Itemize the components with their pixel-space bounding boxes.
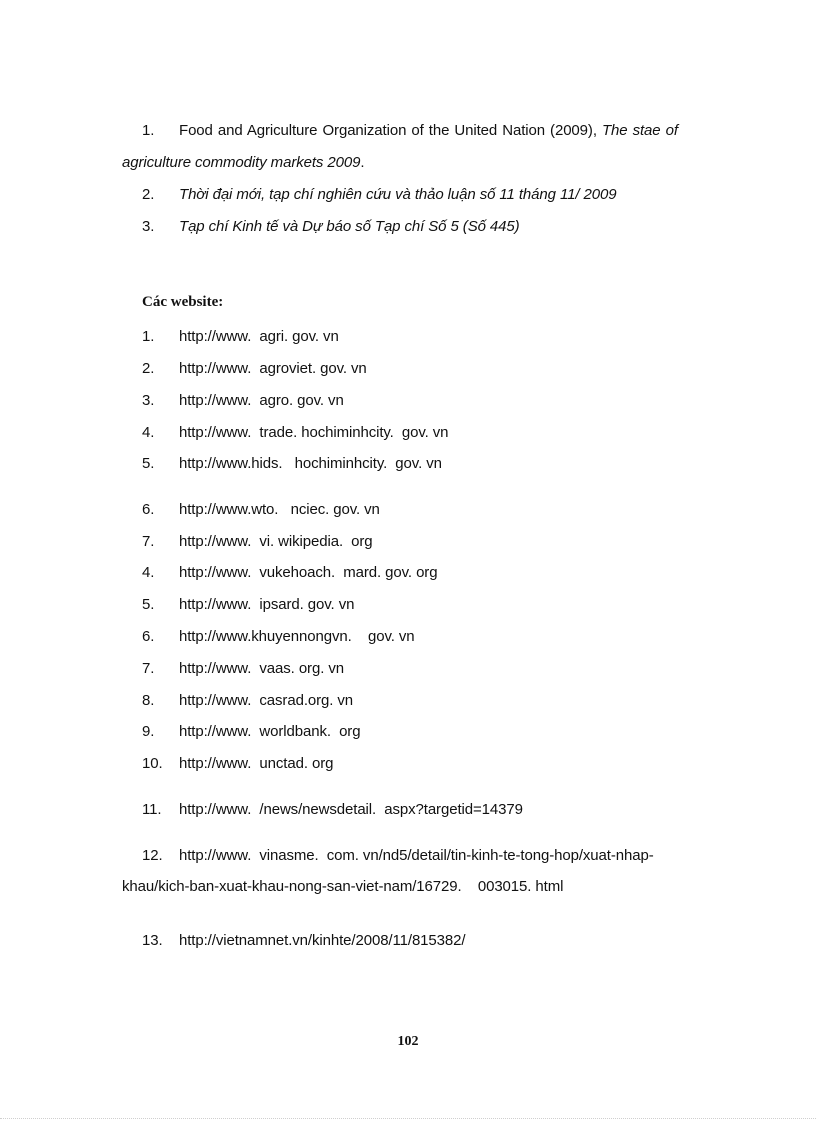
website-url[interactable]: http://www.khuyennongvn. gov. vn <box>179 628 415 645</box>
website-url[interactable]: http://www. vinasme. com. vn/nd5/detail/tin-kinh-te-tong-hop/xuat-nhap- <box>179 847 654 864</box>
website-number: 5. <box>142 596 155 613</box>
reference-number: 3. <box>142 218 155 235</box>
website-number: 4. <box>142 424 155 441</box>
page-bottom-divider <box>0 1118 816 1119</box>
website-number: 12. <box>142 847 163 864</box>
website-url[interactable]: http://www. unctad. org <box>179 755 334 772</box>
website-number: 13. <box>142 932 163 949</box>
website-url[interactable]: http://www. trade. hochiminhcity. gov. vn <box>179 424 449 441</box>
website-number: 10. <box>142 755 163 772</box>
website-number: 4. <box>142 564 155 581</box>
reference-text: Tạp chí Kinh tế và Dự báo số Tạp chí Số 5 (Số 445) <box>179 218 520 235</box>
website-number: 9. <box>142 723 155 740</box>
reference-plain-text: Food and Agriculture Organization of the United Nation (2009), <box>179 122 597 139</box>
reference-number: 1. <box>142 122 155 139</box>
website-url[interactable]: http://www. agro. gov. vn <box>179 392 344 409</box>
website-number: 11. <box>142 801 162 818</box>
website-number: 1. <box>142 328 155 345</box>
website-url[interactable]: http://www. agri. gov. vn <box>179 328 339 345</box>
reference-italic-text: The stae of <box>601 122 678 139</box>
websites-heading: Các website: <box>142 294 224 310</box>
reference-text <box>179 121 678 141</box>
website-url[interactable]: http://vietnamnet.vn/kinhte/2008/11/815382/ <box>179 932 466 949</box>
website-url[interactable]: http://www. agroviet. gov. vn <box>179 360 367 377</box>
website-url[interactable]: http://www. worldbank. org <box>179 723 361 740</box>
website-number: 7. <box>142 533 155 550</box>
reference-italic-text: agriculture commodity markets 2009 <box>122 154 361 171</box>
website-url[interactable]: http://www.hids. hochiminhcity. gov. vn <box>179 455 442 472</box>
website-url[interactable]: http://www. vukehoach. mard. gov. org <box>179 564 438 581</box>
website-number: 8. <box>142 692 155 709</box>
website-number: 6. <box>142 628 155 645</box>
website-number: 2. <box>142 360 155 377</box>
website-number: 3. <box>142 392 155 409</box>
website-url[interactable]: http://www. ipsard. gov. vn <box>179 596 355 613</box>
website-url[interactable]: http://www. vi. wikipedia. org <box>179 533 373 550</box>
reference-text: Thời đại mới, tạp chí nghiên cứu và thảo luận số 11 tháng 11/ 2009 <box>179 186 617 203</box>
document-page: 1. Food and Agriculture Organization of the United Nation (2009), The stae of agriculture commodity markets 2009. 2. Thời đại mới, tạp chí nghiên cứu và thảo luận số 11 tháng 11/ 2009 3. Tạp chí Kinh tế và Dự báo số Tạp chí Số 5 (Số 445) Các website: 1. http://www. agri. gov. vn 2. http://www. agroviet. gov. vn 3. http://www. agro. gov. vn 4. http://www. trade. hochiminhcity. gov. vn 5. http://www.hids. hochiminhcity. gov. vn 6. http://www.wto. nciec. gov. vn 7. http://www. vi. wikipedia. org 4. http://www. vukehoach. mard. gov. org 5. http://www. ipsard. gov. vn 6. http://www.khuyennongvn. gov. vn 7. http://www. vaas. org. vn 8. http://www. casrad.org. vn 9. http://www. worldbank. org 10. http://www. unctad. org 11. http://www. /news/newsdetail. aspx?targetid=14379 12. http://www. vinasme. com. vn/nd5/detail/tin-kinh-te-tong-hop/xuat-nhap- khau/kich-ban-xuat-khau-nong-san-viet-nam/16729. 003015. html 13. http://vietnamnet.vn/kinhte/2008/11/815382/ 102 <box>0 0 816 1123</box>
website-url[interactable]: http://www. /news/newsdetail. aspx?targetid=14379 <box>179 801 523 818</box>
website-number: 5. <box>142 455 155 472</box>
website-number: 7. <box>142 660 155 677</box>
website-url[interactable]: http://www. vaas. org. vn <box>179 660 344 677</box>
website-number: 6. <box>142 501 155 518</box>
website-url[interactable]: http://www.wto. nciec. gov. vn <box>179 501 380 518</box>
website-url[interactable]: khau/kich-ban-xuat-khau-nong-san-viet-nam/16729. 003015. html <box>122 878 564 895</box>
website-url[interactable]: http://www. casrad.org. vn <box>179 692 354 709</box>
reference-number: 2. <box>142 186 155 203</box>
page-number: 102 <box>397 1034 419 1049</box>
